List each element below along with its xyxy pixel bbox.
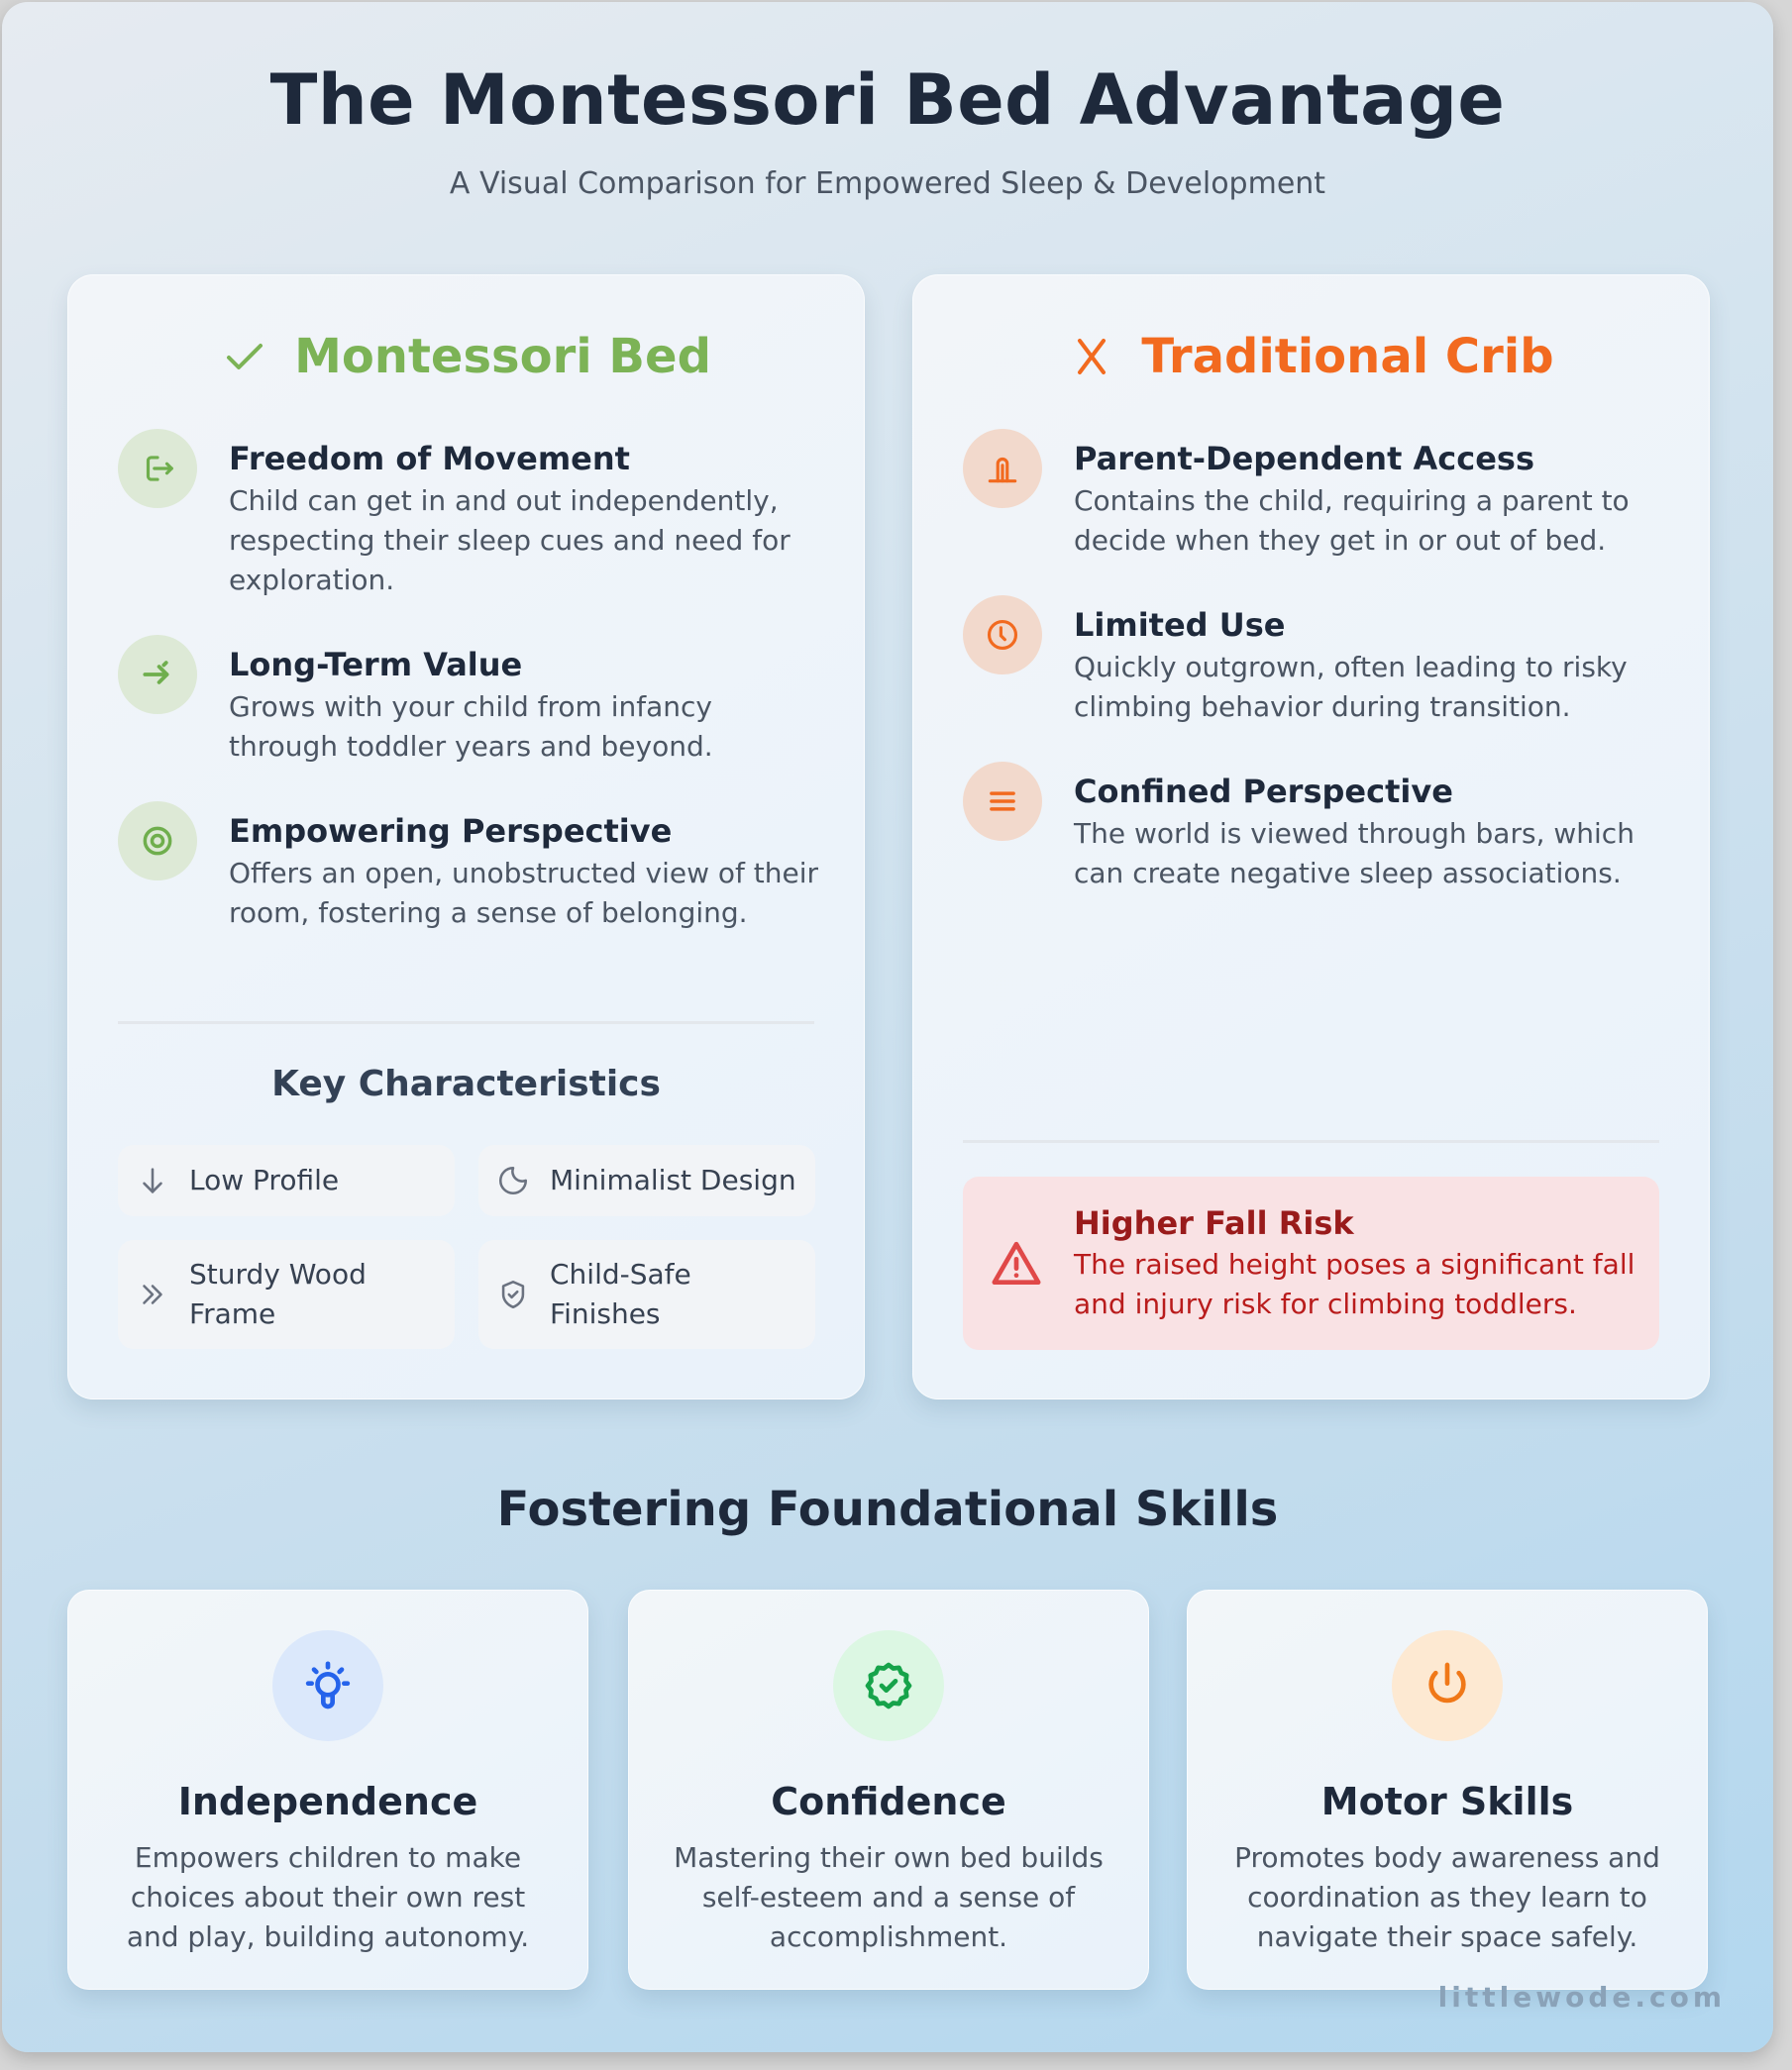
montessori-card-header [68, 327, 864, 386]
barrier-icon [984, 450, 1021, 487]
feature-description: Child can get in and out independently, respecting their sleep cues and need for exploration. [229, 484, 791, 596]
target-icon [139, 822, 176, 860]
characteristic-label: Low Profile [189, 1164, 340, 1196]
characteristic-label: Minimalist Design [550, 1164, 796, 1196]
lightbulb-icon [300, 1658, 356, 1713]
feature-title: Confined Perspective [1074, 773, 1453, 810]
feature-item [118, 645, 824, 767]
characteristic-label: Sturdy Wood Frame [189, 1258, 367, 1330]
feature-item [963, 772, 1669, 893]
moon-icon [496, 1164, 530, 1197]
skill-description: Empowers children to make choices about their own rest and play, building autonomy. [126, 1841, 530, 1953]
characteristic-chip [478, 1145, 815, 1216]
skill-card-motor-skills [1187, 1590, 1708, 1990]
warning-description: The raised height poses a significant fall and injury risk for climbing toddlers. [1074, 1247, 1635, 1320]
section-divider [963, 1140, 1659, 1143]
feature-description: Quickly outgrown, often leading to risky climbing behavior during transition. [1074, 651, 1628, 723]
characteristic-chip [478, 1240, 815, 1349]
page-subtitle: A Visual Comparison for Empowered Sleep & Development [449, 166, 1326, 201]
feature-description: Grows with your child from infancy through toddler years and beyond. [229, 690, 713, 763]
feature-title: Freedom of Movement [229, 440, 630, 477]
warning-triangle-icon [989, 1236, 1044, 1292]
skill-card-independence [67, 1590, 588, 1990]
power-icon [1420, 1658, 1475, 1713]
badge-check-icon [861, 1658, 916, 1713]
feature-item [118, 439, 824, 600]
fall-risk-warning [963, 1177, 1659, 1350]
skill-card-confidence [628, 1590, 1149, 1990]
crib-card-header [913, 327, 1709, 386]
characteristic-label: Child-Safe Finishes [550, 1258, 691, 1330]
crib-card-title: Traditional Crib [1141, 329, 1554, 384]
feature-title: Empowering Perspective [229, 812, 673, 850]
montessori-card-title: Montessori Bed [294, 329, 711, 384]
key-characteristics-title: Key Characteristics [271, 1064, 661, 1104]
skill-description: Promotes body awareness and coordination as they learn to navigate their space safely. [1234, 1841, 1660, 1953]
feature-item [963, 605, 1669, 727]
x-icon [1068, 333, 1115, 380]
section-divider [118, 1021, 814, 1024]
warning-title: Higher Fall Risk [1074, 1203, 1354, 1242]
exit-arrow-icon [139, 450, 176, 487]
feature-title: Limited Use [1074, 606, 1286, 644]
characteristic-chip [118, 1145, 455, 1216]
infographic-page [2, 2, 1773, 2052]
skill-title: Motor Skills [1320, 1780, 1574, 1823]
feature-title: Parent-Dependent Access [1074, 440, 1535, 477]
arrow-down-icon [136, 1164, 169, 1197]
traditional-crib-card [912, 274, 1710, 1399]
feature-description: The world is viewed through bars, which can create negative sleep associations. [1074, 817, 1634, 889]
feature-description: Offers an open, unobstructed view of their room, fostering a sense of belonging. [229, 857, 819, 929]
skill-description: Mastering their own bed builds self-esteem and a sense of accomplishment. [674, 1841, 1104, 1953]
bars-icon [984, 782, 1021, 820]
skills-section-title: Fostering Foundational Skills [496, 1482, 1279, 1537]
characteristic-chip [118, 1240, 455, 1349]
skill-title: Confidence [771, 1780, 1006, 1823]
watermark: littlewode.com [1437, 1981, 1726, 2014]
page-title: The Montessori Bed Advantage [269, 59, 1506, 141]
feature-title: Long-Term Value [229, 646, 523, 683]
feature-item [118, 811, 824, 933]
feature-description: Contains the child, requiring a parent to decide when they get in or out of bed. [1074, 484, 1630, 557]
check-icon [221, 333, 268, 380]
double-chevron-icon [136, 1278, 169, 1311]
montessori-bed-card [67, 274, 865, 1399]
shield-check-icon [496, 1278, 530, 1311]
clock-icon [984, 616, 1021, 654]
skill-title: Independence [177, 1780, 478, 1823]
feature-item [963, 439, 1669, 561]
growth-arrow-icon [139, 656, 176, 693]
